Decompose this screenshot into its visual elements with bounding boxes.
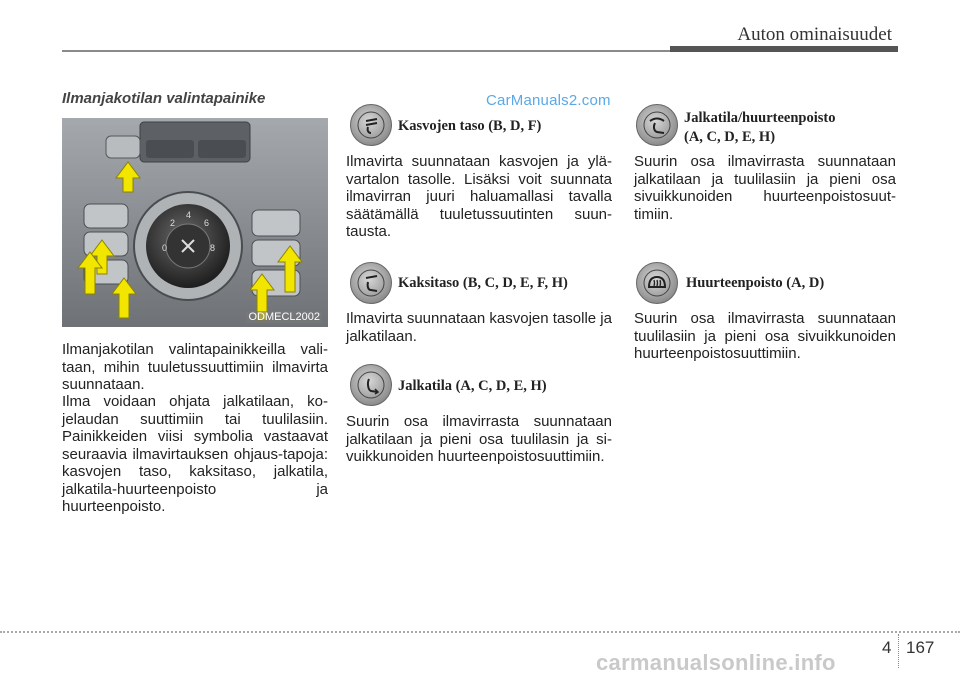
page-number: 167	[906, 638, 935, 657]
header-title: Auton ominaisuudet	[737, 24, 892, 45]
floor-defrost-mode-icon	[636, 104, 678, 146]
bilevel-mode-icon	[350, 262, 392, 304]
climate-panel-illustration	[62, 118, 328, 327]
chapter-number: 4	[882, 638, 892, 657]
header-rule-accent	[670, 46, 898, 52]
floor-mode-title: Jalkatila (A, C, D, E, H)	[398, 378, 547, 394]
footer-watermark[interactable]: carmanualsonline.info	[596, 650, 836, 675]
defrost-mode-title: Huurteenpoisto (A, D)	[686, 275, 825, 291]
watermark-link[interactable]: CarManuals2.com	[486, 92, 611, 109]
svg-text:0: 0	[162, 243, 168, 253]
section-title: Ilmanjakotilan valintapainike	[62, 90, 266, 107]
header-rule	[62, 50, 670, 52]
svg-text:4: 4	[186, 210, 192, 220]
floor-mode-text: Suurin osa ilmavirrasta suunnataan jalkatilaan ja pieni osa tuulilasin ja si-vuikkunoiden huurteenpoistosuuttimiin.	[346, 413, 612, 465]
svg-text:6: 6	[204, 218, 210, 228]
svg-text:2: 2	[170, 218, 176, 228]
intro-paragraph-2: Ilma voidaan ohjata jalkatilaan, ko-jelaudan suuttimiin tai tuulilasiin. Painikkeiden viisi symbolia vastaavat seuraavia ilmavirtauksen ohjaus-tapoja: kasvojen taso, kaksitaso, jalkatila, jalkatila-huurteenpoisto ja huurteenpoisto.	[62, 393, 328, 515]
defrost-mode-text: Suurin osa ilmavirrasta suunnataan tuulilasiin ja pieni osa sivuikkunoiden huurteenpoistosuuttimiin.	[634, 310, 896, 362]
bilevel-mode-title: Kaksitaso (B, C, D, E, F, H)	[398, 275, 568, 291]
climate-panel-figure	[62, 118, 328, 327]
floor-defrost-mode-title	[684, 109, 835, 147]
footer-rule	[0, 631, 960, 633]
face-mode-title: Kasvojen taso (B, D, F)	[398, 118, 542, 134]
figure-caption: ODMECL2002	[248, 311, 320, 323]
defrost-mode-icon	[636, 262, 678, 304]
page-divider	[898, 634, 899, 668]
svg-text:8: 8	[210, 243, 216, 253]
intro-paragraph-1: Ilmanjakotilan valintapainikkeilla vali-taan, mihin tuuletussuuttimiin ilmavirta suunnataan.	[62, 341, 328, 393]
bilevel-mode-text: Ilmavirta suunnataan kasvojen tasolle ja jalkatilaan.	[346, 310, 612, 345]
floor-defrost-mode-text: Suurin osa ilmavirrasta suunnataan jalkatilaan ja tuulilasiin ja pieni osa sivuikkunoiden huurteenpoistosuut-timiin.	[634, 153, 896, 223]
floor-defrost-title-line1: Jalkatila/huurteenpoisto	[684, 110, 836, 126]
floor-mode-icon	[350, 364, 392, 406]
floor-defrost-title-line2: (A, C, D, E, H)	[684, 129, 776, 145]
face-mode-text: Ilmavirta suunnataan kasvojen ja ylä-vartalon tasolle. Lisäksi voit suunnata ilmavirran juuri haluamallasi tavalla säätämällä tuuletussuutinten suun-tausta.	[346, 153, 612, 240]
face-mode-icon	[350, 104, 392, 146]
